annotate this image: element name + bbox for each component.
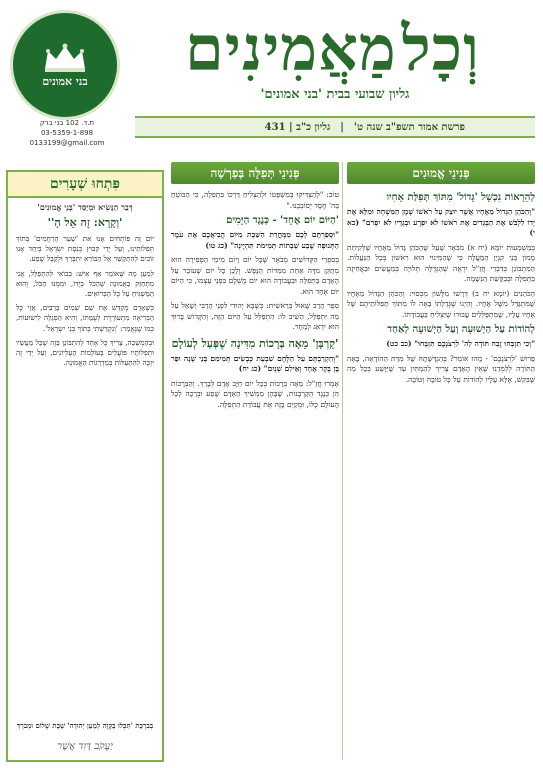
section-head-right: פְּנִינֵי אֱמוּנִים [347,162,535,184]
logo [10,10,120,120]
paragraph: כְּשֶׁאָדָם מְקַדֵּשׁ אֶת שֵׁם שָׁמַיִם בָּרַבִּים, אֲזַי כָּל הַבְּרִיאָה מִתְעוֹרֶרֶת לְעֻמָּתוֹ, וְהִיא הַסְּגֻלָּה לִישׁוּעוֹת, כְּמוֹ שֶׁנֶּאֱמַר: 'וְנִקְדַּשְׁתִּי בְּתוֹךְ בְּנֵי יִשְׂרָאֵל'. [16,303,154,333]
signature: יַעֲקֹב דָּוִד אֲשֶׁר [57,741,113,752]
article-heading: 'הַיּוֹם יוֹם אֶחָד' - כְּנֶגֶד הַיָּמִים [226,215,339,226]
sidebar-heading: פִּתְחוּ שְׁעָרִים [8,172,162,198]
contact-email[interactable]: 0133199@gmail.com [29,139,105,147]
article-heading: 'קָרְבָּן' מֵאָה בְּרָכוֹת מִדִּינָה שֶׁפְּעַל לְעוֹלָם [171,336,339,350]
contact-info [8,118,126,148]
paragraph: פֵּרוּשׁ 'לִרְצֹנְכֶם' - מָהוּ אוֹמֵר? בְּהַגְדָּשָׁתָהּ שֶׁל מִדַּת הַהוֹדָאָה, בָּאָה הַתּוֹרָה לְלַמְּדֵנוּ שֶׁאֵין הָאָדָם צָרִיךְ לְהַמְתִּין עַד שֶׁיִּוָּשַׁע בְּכָל מַה שֶּׁבִּקֵּשׁ, אֶלָּא עָלָיו לְהוֹדוֹת עַל כָּל טוֹבָה וְטוֹבָה. [347,353,535,384]
sidebar-title: 'וְקָרָא: זֶה אֵל הָ'' [47,216,123,229]
issue-separator: | [340,121,344,133]
crown-icon [42,43,88,73]
logo-text: בני אמונים [42,74,88,88]
contact-line: 03-5359-1-898 [40,129,94,137]
paragraph: סִפֵּר הָרַב שָׁאוּל בְּרַאשִׁית: כְּשֶׁבָּא יְהוּדִי לִפְנֵי הָרַבִּי וְשָׁאַל עַל מַה יִּתְפַּלֵּל, הֵשִׁיב לוֹ: הִתְפַּלֵּל עַל הַיּוֹם הַזֶּה, וְהַקָּדוֹשׁ בָּרוּךְ הוּא יִדְאַג לְמָחָר. [171,301,339,331]
brand-word-2: מַאֲמִינִים [185,12,397,85]
paragraph: יוֹם זֶה פּוֹתְחִים אָנוּ את 'שַׁעַר הָרַחֲמִים' בְּתוֹךְ תְּפִלּוֹתֵינוּ, וְעַל יְדֵי קִבּוּץ כְּנֵסֶת יִשְׂרָאֵל בְּיַחַד אָנוּ זוֹכִים לְהִתְקַשֵּׁר אֶל הַבּוֹרֵא יִתְבָּרַךְ וּלְקַבֵּל שֶׁפַע. [16,234,154,264]
masthead-subtitle: גליון שבועי בבית 'בני אמונים' [260,87,410,102]
masthead-header [0,0,543,160]
right-column [347,190,535,760]
section-head-middle: פְּנִינֵי תְּפִלָּה בְּפַרְשָׁה [171,162,339,184]
article-heading: לְהוֹדוֹת עַל הַיְשׁוּעָה וְעַל הַיְשׁוּעָה לְאַחַד [387,324,535,335]
sidebar-footer: בְּבִרְכַּת 'תִּכְּלוּ בַּקָּוֶה לְמַעַן יְהוּדָה' שַׁבָּת שָׁלוֹם וּמְבֹרָךְ [16,721,154,730]
paragraph: טוֹב: "לְהַצְדִּיקוּ בְּמִשְׁפָּטוֹ וּלְהַצְלִיחַ דַּרְכּוֹ בִּתְפִלָּה, כִּי הַבּוֹטֵחַ בַּה' חֶסֶד יְסוֹבְבֶנּוּ." [171,190,339,210]
paragraph: וּבְהַמְשָׁכָה, צָרִיךְ כָּל אֶחָד לְהִתְבּוֹנֵן בָּזֶה שֶׁכָּל מַעֲשָׂיו וּתְפִלּוֹתָיו פּוֹעֲלִים בָּעוֹלָמוֹת הָעֶלְיוֹנִים, וְעַל יְדֵי זֶה יִזְכֶּה לְהִתְעַלּוֹת בְּמַדְרֵגוֹת הָאֱמוּנָה. [16,337,154,368]
parasha-label: פרשת אמור תשפ"ב שנה ט' [353,121,465,133]
issue-bar [135,116,535,138]
sidebar-box [6,170,164,762]
paragraph: אָמְרוּ חֲזַ"ל: מֵאָה בְּרָכוֹת בְּכָל יוֹם חַיָּב אָדָם לְבָרֵךְ. וְהַבְּרָכוֹת הֵן כְּנֶגֶד הַקָּרְבָּנוֹת, שֶׁבָּהֶן מַמְשִׁיךְ הָאָדָם שֶׁפַע וּבְרָכָה לְכָל הָעוֹלָם כֻּלּוֹ, וּמְקַיֵּם בָּזֶה אֶת עֲבוֹדַת הַתְּפִלָּה. [171,378,339,409]
verse-quote: "וּסְפַרְתֶּם לָכֶם מִמָּחֳרַת הַשַּׁבָּת מִיּוֹם הֲבִיאֲכֶם אֶת עֹמֶר הַתְּנוּפָה שֶׁבַע שַׁבָּתוֹת תְּמִימֹת תִּהְיֶינָה" (כג טו) [171,230,339,250]
verse-quote: "וְהִקְרַבְתֶּם עַל הַלֶּחֶם שִׁבְעַת כְּבָשִׂים תְּמִימִם בְּנֵי שָׁנָה וּפַר בֶּן בָּקָר אֶחָד וְאֵילִם שְׁנָיִם" (כג יח) [171,353,339,373]
issue-number: גליון כ"ב | 431 [264,121,331,133]
middle-column [171,190,339,760]
brand-word-1: וְכָל [401,12,480,85]
sidebar-subheading: דְּבַר הַנָּשִׂיא וּמְיַסֵּד 'בְּנֵי אֱמוּנִים' [37,202,133,212]
paragraph: בְּמַשְׁמָעוּת יוֹמָא (יח א) מִבֹּאָר שֶׁעַל שֶׁהַכֹּהֵן גָּדוֹל מֵאֶחָיו שֶׁלְּקִיחַת מָמוֹן בְּנֵי קִנְיַן הַמַּעֲלָה כִּי שֶׁהַמִּינוּי הוּא רִאשׁוֹן בְּכָל הַנַּעֲלוֹת. הַמִּתְבּוֹנֵן בְּדִבְרֵי חֲזַ"ל יִרְאֶה שֶׁהַגְּדֻלָּה תְּלוּיָה בְּמַעֲשִׂים וּבַאֲחִיזָה בַּתְּפִלָּה וּבְבַקָּשַׁת הַנְּשָׁמָה. [347,242,535,283]
paragraph: הַכֹּהֵנִים (יוֹמָא יח ב) דְּרָשׁוּ מִלְּשׁוֹן מִכְּסוּי: וְהַכֹּהֵן הַגָּדוֹל מֵאֶחָיו שֶׁמִּתְגַּדֵּל מִשֶּׁל אֶחָיו. וְהַיְנוּ שֶׁגְּדֻלָּתוֹ בָּאָה לוֹ מִתּוֹךְ תְּפִלּוֹתֵיהֶם שֶׁל אֶחָיו עָלָיו, שֶׁמִּתְפַּלְּלִים עֲבוּרוֹ שֶׁיַּצְלִיחַ בַּעֲבוֹדָתוֹ. [347,288,535,319]
paragraph: לְמַעַן מַה שֶּׁאוֹמֵר אַף אִישׁ: בְּבוֹאִי לְהִתְפַּלֵּל, אֲנִי מִתְחַזֵּק בַּאֲמוּנָה שֶׁהַכֹּל בְּיָדוֹ, וּמִמֶּנּוּ הַכֹּל, וְהוּא הַמַּשְׁגִּיחַ עַל כָּל הַבְּרוּאִים. [16,268,154,299]
paragraph: בְּסִפְרֵי הַקְּדוֹשִׁים מְבֹאָר שֶׁכָּל יוֹם וָיוֹם מִימֵי הַסְּפִירָה הוּא מְתַקֵּן מִדָּה אַחַת מִמִּדּוֹת הַנֶּפֶשׁ. וְלָכֵן כָּל יוֹם שֶׁעוֹבֵר עַל הָאָדָם בַּתְּפִלָּה וּבַעֲבוֹדָה הוּא יוֹם מֻשְׁלָם בִּפְנֵי עַצְמוֹ, כִּי הַיּוֹם יוֹם אֶחָד הוּא. [171,255,339,296]
column-divider [342,162,343,760]
verse-quote: "וְהַכֹּהֵן הַגָּדוֹל מֵאֶחָיו אֲשֶׁר יוּצַק עַל רֹאשׁוֹ שֶׁמֶן הַמִּשְׁחָה וּמִלֵּא אֶת יָדוֹ לִלְבֹּשׁ אֶת הַבְּגָדִים אֶת רֹאשׁוֹ לֹא יִפְרָע וּבְגָדָיו לֹא יִפְרֹם" (כא י) [347,207,535,237]
verse-quote: "וְכִי תִזְבְּחוּ זֶבַח תּוֹדָה לַה' לִרְצֹנְכֶם תִּזְבָּחוּ" (כב כט) [386,339,535,348]
masthead-title [130,4,535,94]
sidebar-body [16,234,154,682]
contact-line: ת.ד. 102 בני ברק [39,119,95,127]
article-heading: לְהֵרָאוֹת נִכְשָׁל 'גָּדוֹל' מִתּוֹךְ תְּפִלַּת אָחִיו [386,192,535,203]
